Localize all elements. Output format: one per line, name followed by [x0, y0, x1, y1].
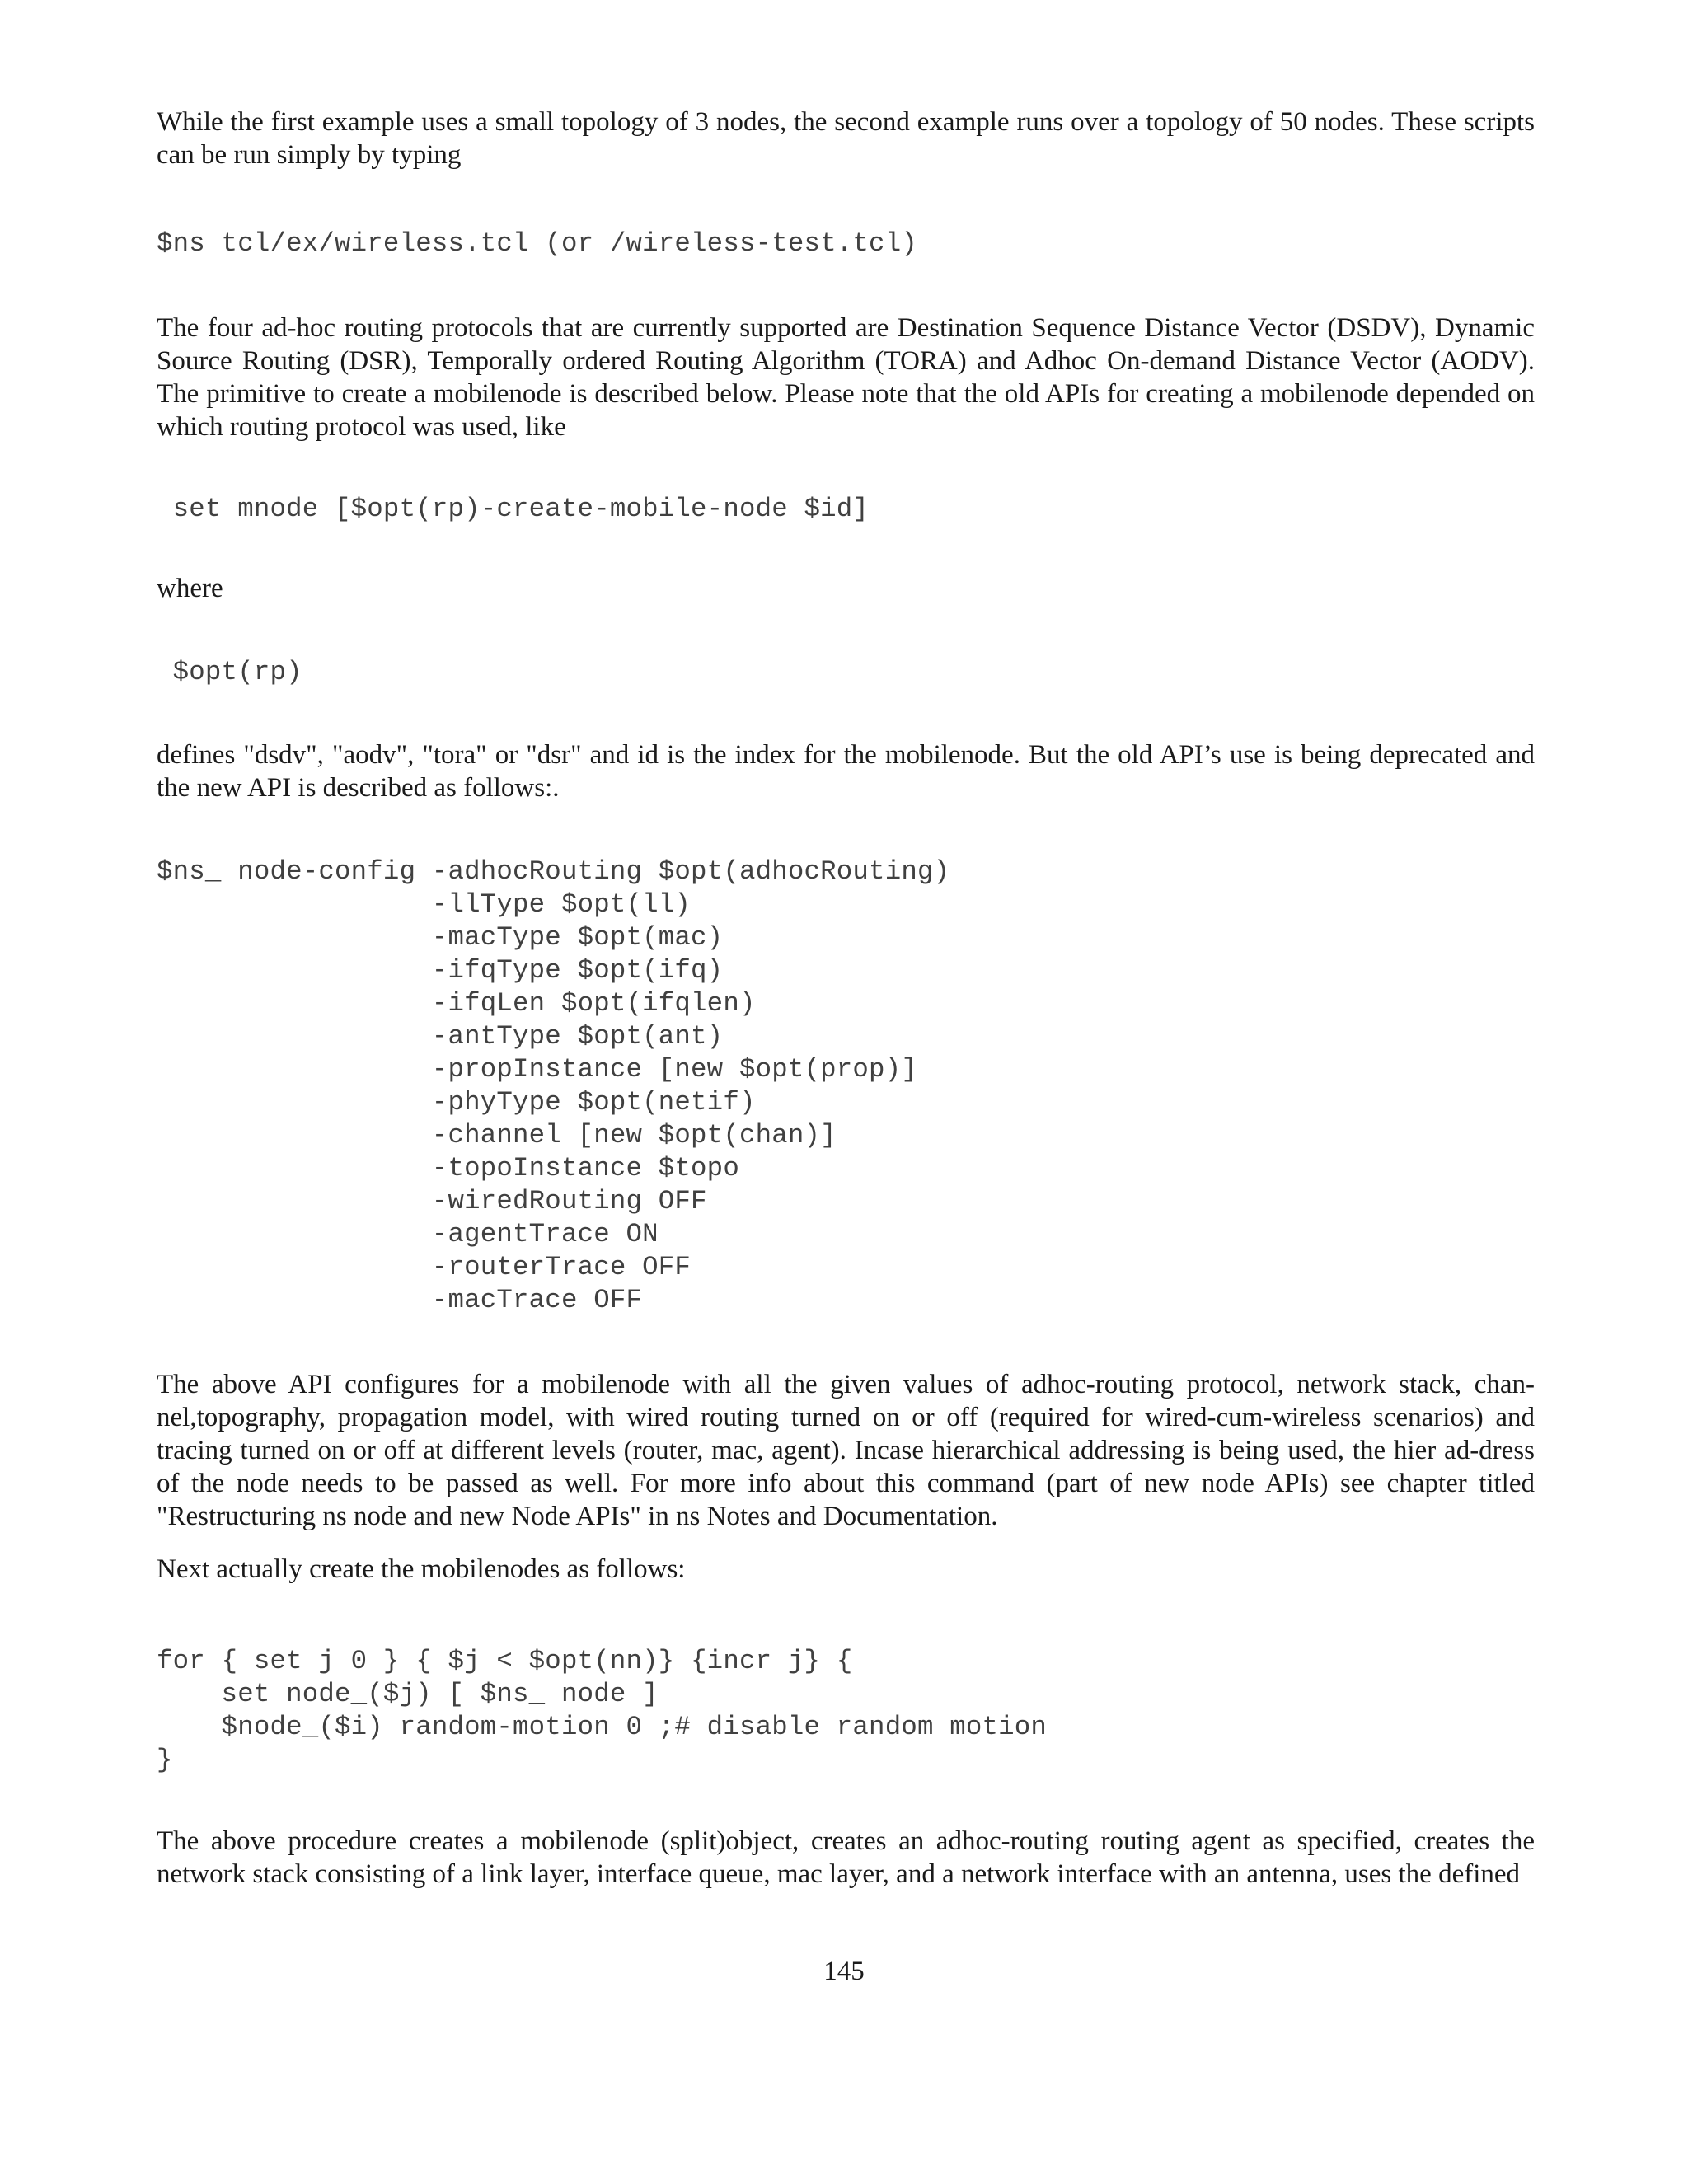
routing-protocols-paragraph: The four ad-hoc routing protocols that are currently supported are Destination Sequence Distance Vector (DSDV), Dynamic Source Routing (DSR), Temporally ordered Routing Algorithm (TORA) and Adhoc On-demand Distance Vector (AODV). The primitive to create a mobilenode is described below. Please note that the old APIs for creating a mobilenode depended on which routing protocol was used, like	[157, 313, 1535, 442]
page-number: 145	[823, 1957, 865, 1986]
where-paragraph: where	[157, 574, 223, 603]
code-run-command: $ns tcl/ex/wireless.tcl (or /wireless-test.tcl)	[157, 228, 917, 259]
code-old-api: set mnode [$opt(rp)-create-mobile-node $id]	[157, 494, 870, 524]
create-mobilenodes-paragraph: Next actually create the mobilenodes as follows:	[157, 1554, 686, 1584]
procedure-paragraph: The above procedure creates a mobilenode (split)object, creates an adhoc-routing routing agent as specified, creates the network stack consisting of a link layer, interface queue, mac layer, and a network interface with an antenna, uses the defined	[157, 1826, 1535, 1889]
defines-paragraph: defines "dsdv", "aodv", "tora" or "dsr" and id is the index for the mobilenode. But the old API’s use is being deprecated and the new API is described as follows:.	[157, 740, 1535, 803]
code-node-config: $ns_ node-config -adhocRouting $opt(adhocRouting) -llType $opt(ll) -macType $opt(mac) -ifqType $opt(ifq) -ifqLen $opt(ifqlen) -antType $opt(ant) -propInstance [new $opt(prop)] -phyType $opt(netif) -channel [new $opt(chan)] -topoInstance $topo -wiredRouting OFF -agentTrace ON -routerTrace OFF -macTrace OFF	[157, 856, 950, 1315]
intro-paragraph: While the first example uses a small topology of 3 nodes, the second example runs over a topology of 50 nodes. These scripts can be run simply by typing	[157, 107, 1535, 170]
api-description-paragraph: The above API configures for a mobilenode with all the given values of adhoc-routing protocol, network stack, chan-nel,topography, propagation model, with wired routing turned on or off (required for wired-cum-wireless scenarios) and tracing turned on or off at different levels (router, mac, agent). Incase hierarchical addressing is being used, the hier ad-dress of the node needs to be passed as well. For more info about this command (part of new node APIs) see chapter titled "Restructuring ns node and new Node APIs" in ns Notes and Documentation.	[157, 1370, 1535, 1531]
code-opt-rp: $opt(rp)	[157, 657, 302, 687]
code-for-loop: for { set j 0 } { $j < $opt(nn)} {incr j} { set node_($j) [ $ns_ node ] $node_($i) random-motion 0 ;# disable random motion }	[157, 1646, 1048, 1775]
